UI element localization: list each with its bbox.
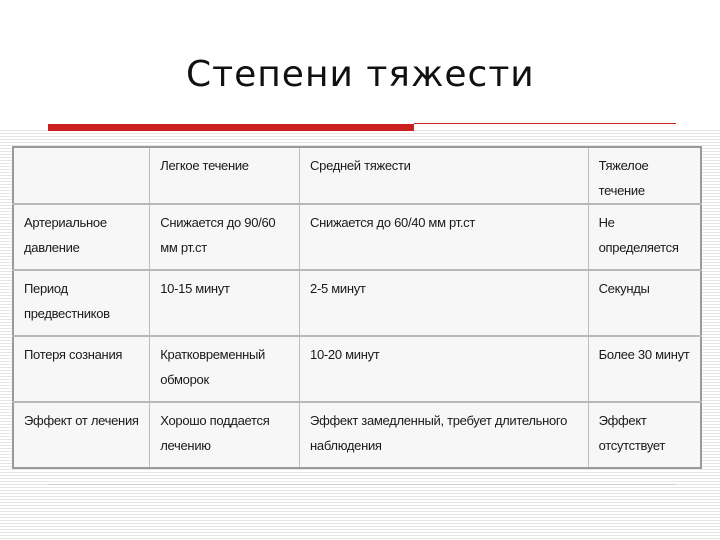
table-header-row xyxy=(13,147,701,204)
table-row xyxy=(13,204,701,270)
row-label-cell: Период предвестников xyxy=(13,270,150,336)
table-cell: Хорошо поддается лечению xyxy=(150,402,300,468)
row-label-cell: Артериальное давление xyxy=(13,204,150,270)
table-cell: 10-15 минут xyxy=(150,270,300,336)
title-underline-bar xyxy=(48,124,414,131)
table-cell: 2-5 минут xyxy=(300,270,589,336)
header-cell-mild: Легкое течение xyxy=(150,147,300,204)
table-cell: Эффект отсутствует xyxy=(598,413,666,453)
table-row xyxy=(13,336,701,402)
table-cell: Снижается до 60/40 мм рт.ст xyxy=(300,204,589,270)
table-cell: Более 30 минут xyxy=(588,336,701,402)
table-row xyxy=(13,402,701,468)
header-cell-empty xyxy=(13,147,150,204)
table-cell: Кратковременный обморок xyxy=(150,336,300,402)
bottom-divider xyxy=(48,484,676,485)
table-cell: 10-20 минут xyxy=(300,336,589,402)
table-cell: Снижается до 90/60 мм рт.ст xyxy=(150,204,300,270)
header-cell-severe: Тяжелое течение xyxy=(588,147,701,204)
row-label-cell: Эффект от лечения xyxy=(13,402,150,468)
slide-title: Степени тяжести xyxy=(186,54,535,95)
header-cell-moderate: Средней тяжести xyxy=(300,147,589,204)
row-label-cell: Потеря сознания xyxy=(13,336,150,402)
table-row xyxy=(13,270,701,336)
title-underline-line xyxy=(414,123,676,124)
severity-table xyxy=(12,146,702,469)
table-cell: Не определяется xyxy=(588,204,701,270)
table-cell: Эффект замедленный, требует длительного наблюдения xyxy=(300,402,589,468)
table-cell: Секунды xyxy=(588,270,701,336)
